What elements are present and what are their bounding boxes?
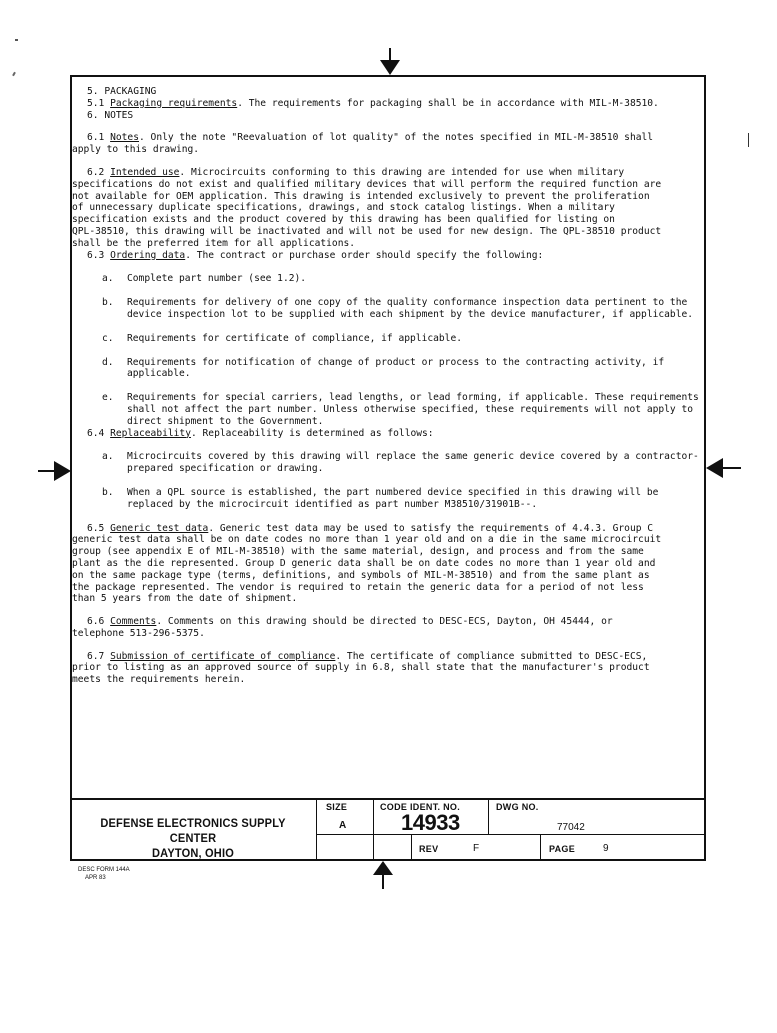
margin-mark: [748, 133, 749, 147]
paragraph-6-2: 6.2 Intended use. Microcircuits conforming to this drawing are intended for use when military specifications do not exist and qualified military devices that will perform the required function are not available for OEM application. This drawing is intended exclusively to prevent the proliferation of unnecessary duplicate specifications, drawings, and stock catalog listings. When a military specification exists and the product covered by this drawing has been qualified for listing on QPL-38510, this drawing will be inactivated and will not be used for new design. The QPL-38510 product shall be the preferred item for all applications.: [72, 166, 662, 249]
list-item: a. Microcircuits covered by this drawing will replace the same generic device covered by a contractor-prepared specification or drawing.: [102, 451, 699, 475]
agency-name: DEFENSE ELECTRONICS SUPPLY CENTER DAYTON, OHIO: [100, 816, 286, 860]
margin-speck: [12, 72, 16, 76]
code-ident-value: 14933: [401, 810, 460, 835]
bottom-arrow-icon: [371, 861, 395, 889]
list-item: b. Requirements for delivery of one copy of the quality conformance inspection data pertinent to the device inspection lot to be supplied with each shipment by the device manufacturer, if applicable.: [102, 297, 694, 320]
list-item: d. Requirements for notification of change of product or process to the contracting activity, if applicable.: [102, 356, 665, 380]
page-label: PAGE: [549, 844, 576, 854]
page-value: 9: [603, 843, 609, 854]
section-heading: 5. PACKAGING: [87, 86, 157, 97]
dwg-no-label: DWG NO.: [496, 802, 539, 812]
code-ident-label: CODE IDENT. NO.: [380, 802, 461, 812]
list-item: b. When a QPL source is established, the part numbered device specified in this drawing will be replaced by the microcircuit identified as part number M38510/31901B--.: [102, 486, 659, 510]
rev-label: REV: [419, 844, 439, 854]
list-item: e. Requirements for special carriers, lead lengths, or lead forming, if applicable. These requirements shall not affect the part number. Unless otherwise specified, these requirements will not apply to direct shipment to the Government.: [102, 392, 699, 427]
rev-value: F: [473, 843, 480, 854]
paragraph-6-1: 6.1 Notes. Only the note "Reevaluation of lot quality" of the notes specified in MIL-M-38510 shall apply to this drawing.: [72, 132, 654, 156]
left-arrow-icon: [38, 459, 72, 483]
document-body: [72, 86, 704, 686]
right-arrow-icon: [705, 456, 741, 480]
dwg-no-value: 77042: [557, 822, 585, 833]
paragraph-6-5: 6.5 Generic test data. Generic test data may be used to satisfy the requirements of 4.4.3. Group C generic test data shall be on date codes no more than 1 year old and on a die in the same microcircuit group (see appendix E of MIL-M-38510) with the same material, design, and process and from the same plant as the die represented. Group D generic data shall be on date codes no more than 1 year old and on the same package type (terms, definitions, and symbols of MIL-M-38510) and from the same plant as the package represented. The vendor is required to retain the generic data for a period of not less than 5 years from the date of shipment.: [72, 522, 662, 605]
paragraph-6-7: 6.7 Submission of certificate of compliance. The certificate of compliance submitted to DESC-ECS, prior to listing as an approved source of supply in 6.8, shall state that the manufacturer's product meets the requirements herein.: [72, 650, 650, 686]
size-label: SIZE: [326, 802, 348, 812]
paragraph-6-6: 6.6 Comments. Comments on this drawing should be directed to DESC-ECS, Dayton, OH 45444, or telephone 513-296-5375.: [72, 616, 613, 639]
size-value: A: [339, 820, 347, 831]
paragraph-6-4: 6.4 Replaceability. Replaceability is determined as follows:: [87, 427, 434, 439]
form-number: DESC FORM 144A APR 83: [78, 867, 130, 881]
paragraph-5-1: 5.1 Packaging requirements. The requirements for packaging shall be in accordance with MIL-M-38510.: [87, 97, 659, 109]
list-item: a. Complete part number (see 1.2).: [102, 273, 307, 285]
top-arrow-icon: [378, 48, 402, 76]
margin-speck: [15, 39, 18, 41]
list-item: c. Requirements for certificate of compliance, if applicable.: [102, 332, 463, 344]
paragraph-6-3: 6.3 Ordering data. The contract or purchase order should specify the following:: [87, 249, 544, 261]
section-heading: 6. NOTES: [87, 109, 134, 121]
title-block: [70, 798, 706, 861]
